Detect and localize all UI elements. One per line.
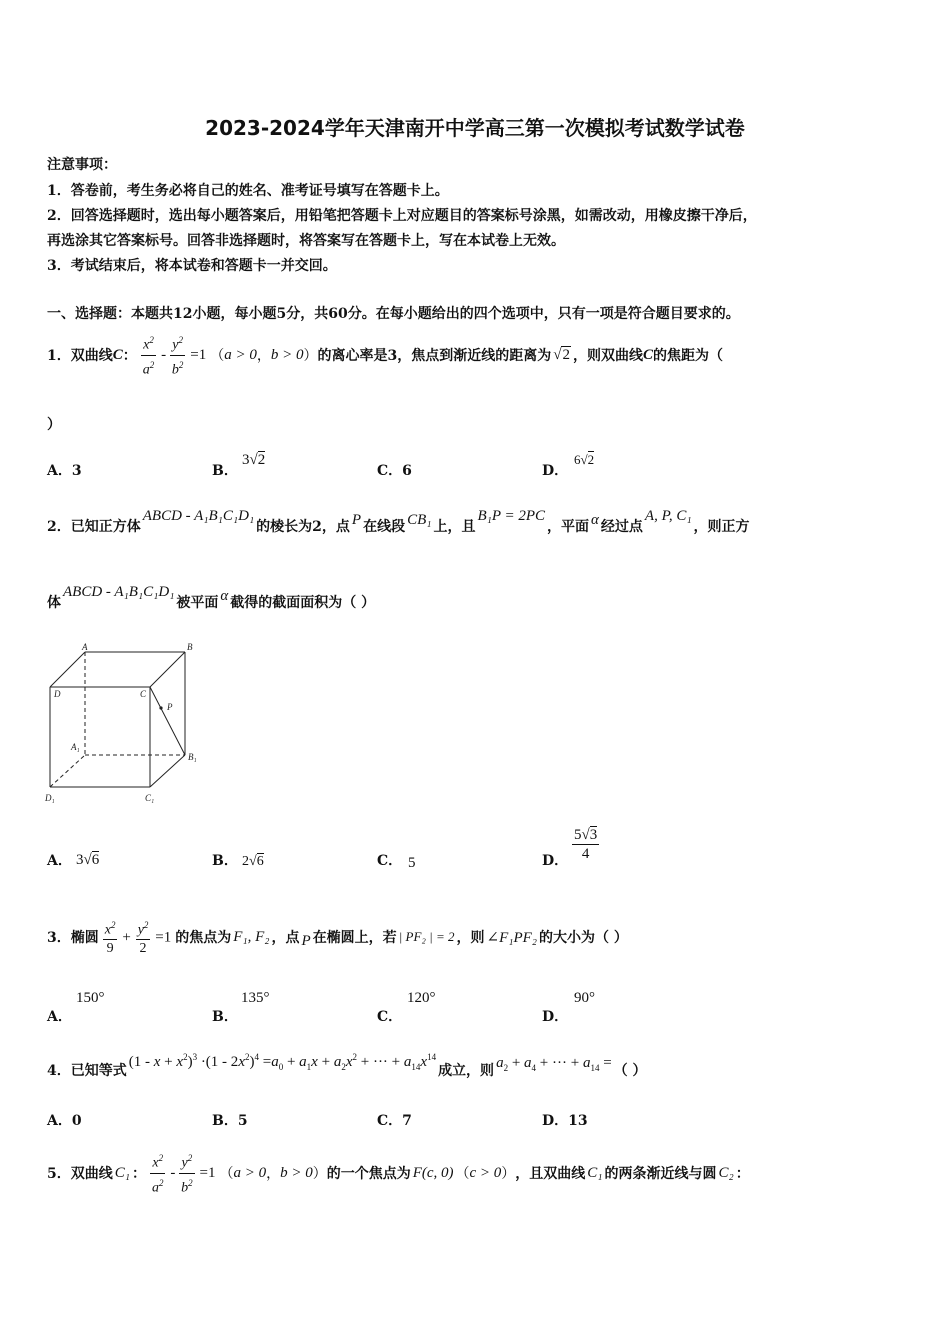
q5-text-3: 的两条渐近线与圆 <box>604 1166 717 1182</box>
q2-alpha-2: α <box>220 587 229 604</box>
q2-option-b-value: 2√6 <box>242 854 264 869</box>
q3-option-a: A． <box>47 1009 72 1025</box>
q4-equation: $(1 - x + x^2)^3 \cdot(1 - 2x^2)^4 =a_0 + a_1x + a_2x^2$ + ··· + $a_{14}x^{14}$ <box>128 1052 437 1072</box>
question-5: 5．双曲线 C₁ ： $\frac{x^2}{a^2}$ - $\frac{y^2}{b^2}$ =1 （ a > 0 ， b > 0 ） 的一个焦点为 F(c, 0) （ c > 0 ） ，且双曲线 C₁ 的两条渐近线与圆 C₂ ： <box>47 1148 750 1198</box>
q1-equation: $\frac{x^2}{a^2}$ - $\frac{y^2}{b^2}$ =1 <box>141 331 206 379</box>
q3-foci: F₁, F₂ <box>233 928 270 945</box>
q5-cond-c: c > 0 <box>469 1164 502 1181</box>
q4-option-b: B．5 <box>212 1113 248 1129</box>
q3-prefix: 3．椭圆 <box>47 930 99 946</box>
cube-figure <box>40 640 210 810</box>
q5-cond-b: b > 0 <box>280 1164 313 1181</box>
q2-option-c: C． <box>377 853 403 869</box>
q1-curve-name-2: C <box>642 346 653 363</box>
fig-label-d1: D₁ <box>45 793 55 803</box>
q1-text-end: ，则双曲线 <box>572 348 643 364</box>
q2-text-6: ，则正方 <box>693 519 750 535</box>
q3-option-b: B． <box>212 1009 238 1025</box>
q1-cond-b: b > 0 <box>270 346 304 363</box>
q2-prefix: 2．已知正方体 <box>47 519 141 535</box>
q4-option-c: C．7 <box>377 1113 412 1129</box>
q5-text-4: ： <box>735 1166 750 1182</box>
q3-text-4: ，则 <box>456 930 485 946</box>
q3-option-d: D． <box>542 1009 569 1025</box>
fig-label-a: A <box>82 642 88 652</box>
q5-curve-name: C₁ <box>114 1164 130 1181</box>
q3-point-p: P <box>301 932 311 949</box>
fig-label-d: D <box>54 689 61 699</box>
q1-option-a: A．3 <box>47 463 82 479</box>
q2-text-1: 的棱长为2，点 <box>256 519 350 535</box>
q2-option-d-value: $\frac{5√3}{4}$ <box>574 827 598 862</box>
q2-line2-b: 被平面 <box>176 595 219 611</box>
notice-item-3: 3．考试结束后，将本试卷和答题卡一并交回。 <box>47 258 337 274</box>
q2-option-a-value: 3√6 <box>76 852 100 868</box>
q2-relation: B₁P = 2PC <box>477 507 546 524</box>
q4-prefix: 4．已知等式 <box>47 1063 127 1079</box>
q3-option-c: C． <box>377 1009 403 1025</box>
fig-label-b: B <box>187 642 193 652</box>
q1-sqrt2: √2 <box>553 346 570 363</box>
q3-equation: $\frac{x^2}{9}$ + $\frac{y^2}{2}$ =1 <box>103 916 172 959</box>
q2-alpha: α <box>591 511 599 528</box>
q2-option-a: A． <box>47 853 72 869</box>
question-3 <box>47 912 628 962</box>
q4-option-d: D．13 <box>542 1113 588 1129</box>
q1-colon: ： <box>122 348 137 364</box>
q1-close-paren: ） <box>47 417 61 433</box>
q2-line2-a: 体 <box>47 595 61 611</box>
q5-curve-name-2: C₁ <box>587 1164 603 1181</box>
q1-text-mid: 的离心率是3，焦点到渐近线的距离为 <box>317 348 552 364</box>
q2-cube: ABCD - A₁B₁C₁D₁ <box>142 507 255 524</box>
q3-angle: ∠F₁PF₂ <box>486 929 538 946</box>
fig-label-c: C <box>140 689 147 699</box>
q1-text-end2: 的焦距为（ <box>652 348 723 364</box>
q1-cond-a: a > 0 <box>224 346 257 363</box>
q2-point-p: P <box>351 511 362 528</box>
fig-label-b1: B₁ <box>188 752 197 762</box>
q3-text-5: 的大小为（ ） <box>539 930 628 946</box>
q1-prefix: 1．双曲线 <box>47 348 113 364</box>
notice-item-2: 2．回答选择题时，选出每小题答案后，用铅笔把答题卡上对应题目的答案标号涂黑，如需改动，用橡皮擦干净后， <box>47 208 757 224</box>
notice-item-1: 1．答卷前，考生务必将自己的姓名、准考证号填写在答题卡上。 <box>47 183 449 199</box>
q3-option-c-value: 120° <box>407 990 436 1006</box>
fig-label-c1: C₁ <box>145 793 155 803</box>
q1-option-b-value: 3√2 <box>242 452 266 468</box>
q5-prefix: 5．双曲线 <box>47 1166 113 1182</box>
q1-option-b: B． <box>212 463 238 479</box>
fig-label-a1: A₁ <box>71 742 80 752</box>
q5-colon: ： <box>131 1166 146 1182</box>
question-2-line2 <box>47 584 375 620</box>
q5-circle-name: C₂ <box>718 1164 734 1181</box>
q2-line2-c: 截得的截面面积为（ ） <box>230 595 376 611</box>
question-4 <box>47 1052 647 1088</box>
q3-option-d-value: 90° <box>574 990 595 1006</box>
q2-cube-2: ABCD - A₁B₁C₁D₁ <box>63 583 175 600</box>
q5-equation: $\frac{x^2}{a^2}$ - $\frac{y^2}{b^2}$ =1 <box>150 1149 215 1197</box>
q3-option-a-value: 150° <box>76 990 105 1006</box>
q3-condition: | PF₂ | = 2 <box>398 929 455 944</box>
q1-curve-name: C <box>112 346 123 363</box>
q5-focus: F(c, 0) <box>412 1164 454 1181</box>
q2-option-b: B． <box>212 853 238 869</box>
fig-label-p: P <box>167 702 173 712</box>
q2-text-3: 上，且 <box>433 519 476 535</box>
q5-text-2: ，且双曲线 <box>515 1166 586 1182</box>
q4-option-a: A．0 <box>47 1113 82 1129</box>
q2-points: A, P, C₁ <box>644 507 692 524</box>
section-heading: 一、选择题：本题共12小题，每小题5分，共60分。在每小题给出的四个选项中，只有一项是符合题目要求的。 <box>47 306 740 322</box>
q2-option-d: D． <box>542 853 569 869</box>
q3-text-2: ，点 <box>271 930 300 946</box>
question-2 <box>47 508 750 544</box>
q4-text-2: （ ） <box>613 1063 647 1079</box>
notice-item-2-cont: 再选涂其它答案标号。回答非选择题时，将答案写在答题卡上，写在本试卷上无效。 <box>47 233 565 249</box>
q5-cond-a: a > 0 <box>233 1164 267 1181</box>
q3-text-3: 在椭圆上，若 <box>312 930 397 946</box>
question-1: 1．双曲线 C ： $\frac{x^2}{a^2}$ - $\frac{y^2}{b^2}$ =1 （ a > 0 ， b > 0 ） 的离心率是3，焦点到渐近线的距离为 √2 ，则双曲线 C 的焦距为（ <box>47 330 723 380</box>
q3-option-b-value: 135° <box>241 990 270 1006</box>
q5-text-1: 的一个焦点为 <box>326 1166 411 1182</box>
q3-text-1: 的焦点为 <box>175 930 232 946</box>
notice-heading: 注意事项： <box>47 157 117 173</box>
q2-option-c-value: 5 <box>408 855 416 871</box>
q2-text-4: ，平面 <box>547 519 590 535</box>
q1-option-c: C．6 <box>377 463 412 479</box>
q1-option-d: D． <box>542 463 569 479</box>
q2-segment: CB₁ <box>407 511 432 528</box>
q4-text-1: 成立，则 <box>438 1063 495 1079</box>
page-title: 2023-2024学年天津南开中学高三第一次模拟考试数学试卷 <box>205 116 745 140</box>
q1-option-d-value: 6√2 <box>574 452 595 467</box>
q2-text-5: 经过点 <box>600 519 643 535</box>
q4-sum: $a_2 + a_4$ + ··· + $a_{14}$ = <box>496 1055 612 1073</box>
q2-text-2: 在线段 <box>363 519 406 535</box>
